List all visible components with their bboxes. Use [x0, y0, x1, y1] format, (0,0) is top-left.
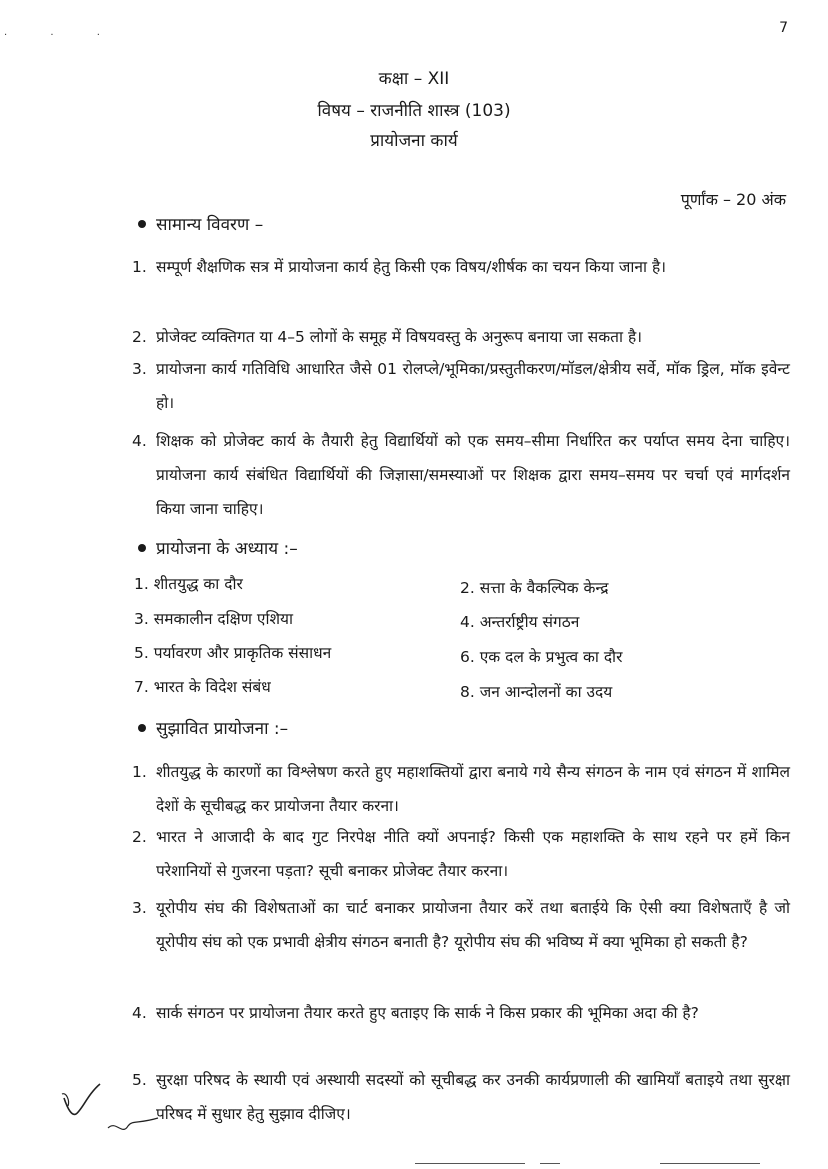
suggested-heading-text: सुझावित प्रायोजना :–	[156, 719, 289, 739]
item-text: सार्क संगठन पर प्रायोजना तैयार करते हुए बताइए कि सार्क ने किस प्रकार की भूमिका अदा की है?	[156, 1004, 699, 1022]
chapter-item: 6. एक दल के प्रभुत्व का दौर	[460, 648, 623, 666]
general-heading	[138, 212, 263, 235]
item-number: 1.	[132, 763, 147, 781]
suggested-item	[132, 755, 790, 823]
item-text: शीतयुद्ध के कारणों का विश्लेषण करते हुए महाशक्तियों द्वारा बनाये गये सैन्य संगठन के नाम एवं संगठन में शामिल देशों के सूचीबद्ध कर प्रायोजना तैयार करना।	[156, 763, 790, 815]
suggested-item	[132, 820, 790, 888]
chapter-item: 7. भारत के विदेश संबंध	[134, 678, 271, 696]
handwritten-tick-mark	[58, 1080, 168, 1140]
item-number: 2.	[132, 828, 147, 846]
chapter-item: 4. अन्तर्राष्ट्रीय संगठन	[460, 613, 580, 631]
general-item	[132, 352, 790, 420]
general-item	[132, 320, 790, 354]
suggested-item	[132, 996, 790, 1030]
general-item	[132, 424, 790, 526]
footer-rule	[660, 1163, 760, 1164]
item-number: 5.	[132, 1071, 147, 1089]
item-text: प्रोजेक्ट व्यक्तिगत या 4–5 लोगों के समूह में विषयवस्तु के अनुरूप बनाया जा सकता है।	[156, 328, 643, 346]
item-number: 2.	[132, 328, 147, 346]
item-number: 4.	[132, 1004, 147, 1022]
item-number: 3.	[132, 899, 147, 917]
suggested-heading	[138, 716, 288, 739]
scan-specks: · · ·	[4, 30, 120, 41]
item-text: यूरोपीय संघ की विशेषताओं का चार्ट बनाकर प्रायोजना तैयार करें तथा बताईये कि ऐसी क्या विशेषताएँ है जो यूरोपीय संघ को एक प्रभावी क्षेत्रीय संगठन बनाती है? यूरोपीय संघ की भविष्य में क्या भूमिका हो सकती है?	[156, 899, 790, 951]
footer-rule	[540, 1163, 560, 1164]
chapter-item: 1. शीतयुद्ध का दौर	[134, 575, 243, 593]
full-marks: पूर्णांक – 20 अंक	[680, 190, 786, 209]
chapters-heading	[138, 536, 298, 559]
bullet-icon	[138, 724, 146, 732]
general-heading-text: सामान्य विवरण –	[156, 215, 264, 235]
item-text: सुरक्षा परिषद के स्थायी एवं अस्थायी सदस्यों को सूचीबद्ध कर उनकी कार्यप्रणाली की खामियाँ बताइये तथा सुरक्षा परिषद में सुधार हेतु सुझाव दीजिए।	[156, 1071, 790, 1123]
title-line: प्रायोजना कार्य	[370, 131, 458, 151]
item-text: शिक्षक को प्रोजेक्ट कार्य के तैयारी हेतु विद्यार्थियों को एक समय–सीमा निर्धारित कर पर्याप्त समय देना चाहिए। प्रायोजना कार्य संबंधित विद्यार्थियों की जिज्ञासा/समस्याओं पर शिक्षक द्वारा समय–समय पर चर्चा एवं मार्गदर्शन किया जाना चाहिए।	[156, 432, 790, 518]
chapter-item: 2. सत्ता के वैकल्पिक केन्द्र	[460, 579, 609, 597]
bullet-icon	[138, 544, 146, 552]
bullet-icon	[138, 220, 146, 228]
page-number: 7	[779, 20, 788, 36]
item-number: 3.	[132, 360, 147, 378]
item-text: प्रायोजना कार्य गतिविधि आधारित जैसे 01 रोलप्ले/भूमिका/प्रस्तुतीकरण/मॉडल/क्षेत्रीय सर्वे, मॉक ड्रिल, मॉक इवेन्ट हो।	[156, 360, 790, 412]
chapters-heading-text: प्रायोजना के अध्याय :–	[156, 539, 298, 559]
footer-rule	[415, 1163, 525, 1164]
subject-line: विषय – राजनीति शास्त्र (103)	[317, 101, 511, 121]
suggested-item	[132, 1063, 790, 1131]
item-text: भारत ने आजादी के बाद गुट निरपेक्ष नीति क्यों अपनाई? किसी एक महाशक्ति के साथ रहने पर हमें किन परेशानियों से गुजरना पड़ता? सूची बनाकर प्रोजेक्ट तैयार करना।	[156, 828, 790, 880]
chapter-item: 8. जन आन्दोलनों का उदय	[460, 683, 613, 701]
item-number: 4.	[132, 432, 147, 450]
chapter-item: 3. समकालीन दक्षिण एशिया	[134, 610, 294, 628]
suggested-item	[132, 891, 790, 959]
item-number: 1.	[132, 258, 147, 276]
chapter-item: 5. पर्यावरण और प्राकृतिक संसाधन	[134, 644, 332, 662]
general-item	[132, 250, 790, 284]
class-line: कक्षा – XII	[378, 69, 450, 89]
item-text: सम्पूर्ण शैक्षणिक सत्र में प्रायोजना कार्य हेतु किसी एक विषय/शीर्षक का चयन किया जाना है।	[156, 258, 667, 276]
